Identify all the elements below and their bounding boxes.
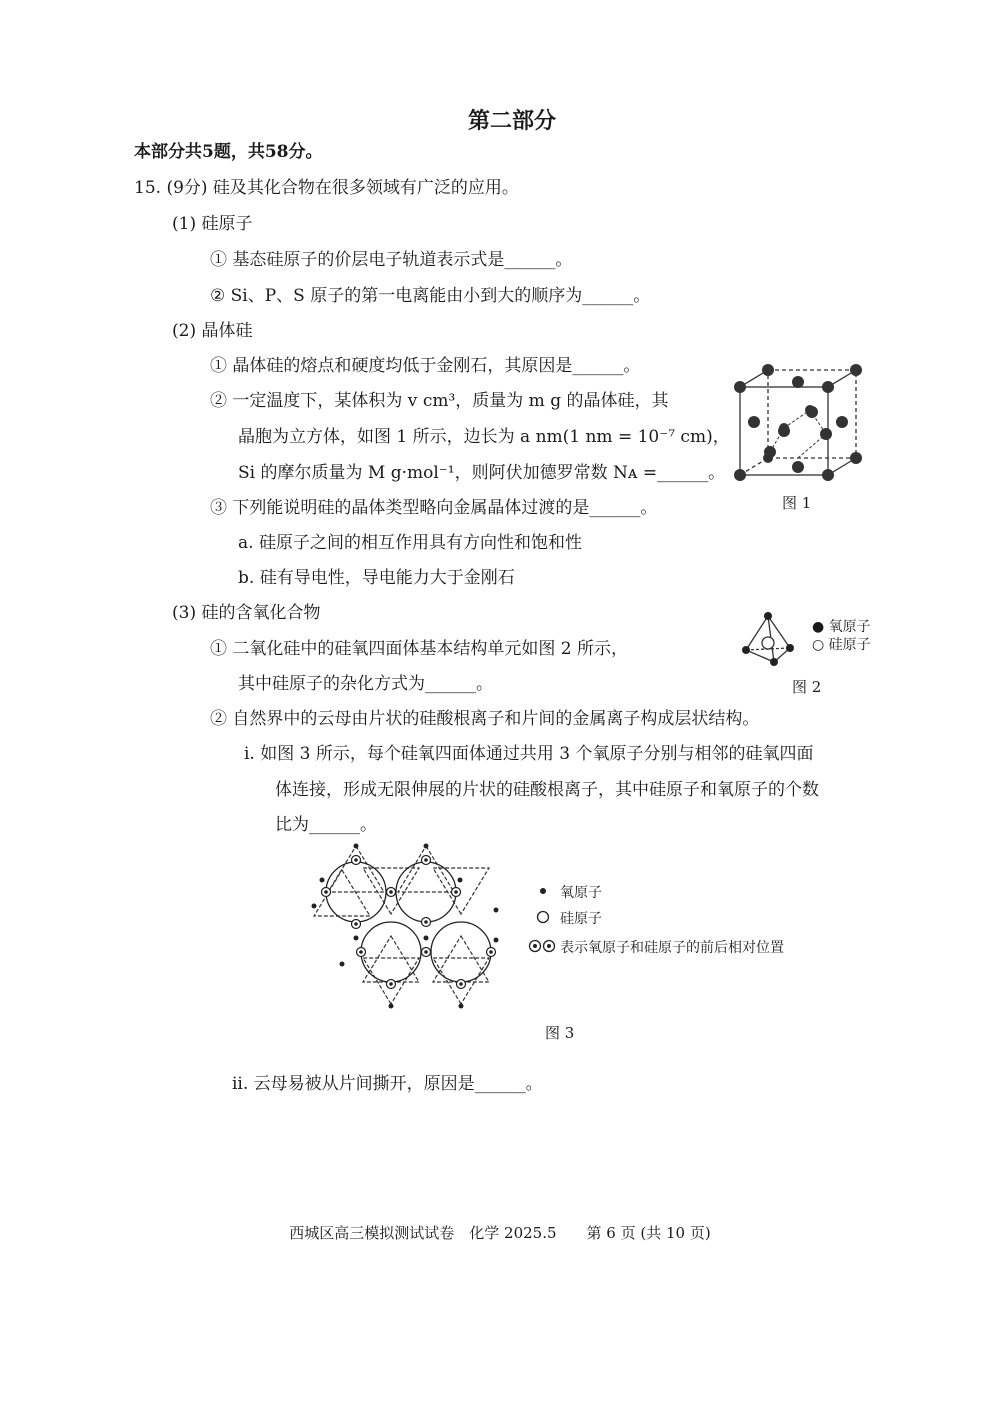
part-3-sub-i-line-2: 体连接，形成无限伸展的片状的硅酸根离子，其中硅原子和氧原子的个数 <box>275 780 819 800</box>
page-footer: 西城区高三模拟测试试卷 化学 2025.5 第 6 页 (共 10 页) <box>289 1224 711 1242</box>
figure-1-label: 图 1 <box>782 494 812 512</box>
figure-1-unit-cell <box>730 362 870 492</box>
part-3-heading: (3) 硅的含氧化合物 <box>172 603 321 623</box>
figure-3-legend-position-symbols <box>528 938 558 954</box>
part-1-heading: (1) 硅原子 <box>172 214 253 234</box>
figure-3-label: 图 3 <box>545 1024 575 1042</box>
figure-2-legend-oxygen: ● 氧原子 <box>812 619 871 635</box>
part-3-item-1-line-2: 其中硅原子的杂化方式为______。 <box>238 674 493 694</box>
part-3-item-2: ② 自然界中的云母由片状的硅酸根离子和片间的金属离子构成层状结构。 <box>210 709 760 729</box>
part-3-sub-i-line-1: i. 如图 3 所示，每个硅氧四面体通过共用 3 个氧原子分别与相邻的硅氧四面 <box>244 744 814 764</box>
figure-3-legend-silicon: 硅原子 <box>560 911 602 927</box>
part-3-sub-ii: ii. 云母易被从片间撕开，原因是______。 <box>232 1074 543 1094</box>
part-1-item-2: ② Si、P、S 原子的第一电离能由小到大的顺序为______。 <box>210 286 651 306</box>
figure-2-legend-silicon: ○ 硅原子 <box>812 637 871 653</box>
part-2-heading: (2) 晶体硅 <box>172 321 253 341</box>
part-1-item-1: ① 基态硅原子的价层电子轨道表示式是______。 <box>210 250 573 270</box>
figure-2-tetrahedron <box>740 610 800 670</box>
section-title: 第二部分 <box>467 108 556 134</box>
part-2-item-3: ③ 下列能说明硅的晶体类型略向金属晶体过渡的是______。 <box>210 498 658 518</box>
part-2-item-2-line-1: ② 一定温度下，某体积为 v cm³，质量为 m g 的晶体硅，其 <box>210 391 669 411</box>
part-2-item-2-line-3: Si 的摩尔质量为 M g·mol⁻¹，则阿伏加德罗常数 Nᴀ =______。 <box>238 463 726 483</box>
figure-3-legend-silicon-circle <box>535 909 551 925</box>
part-3-item-1-line-1: ① 二氧化硅中的硅氧四面体基本结构单元如图 2 所示， <box>210 639 629 659</box>
figure-3-legend-oxygen-dot <box>536 884 550 898</box>
section-intro: 本部分共5题，共58分。 <box>134 142 323 162</box>
part-3-sub-i-line-3: 比为______。 <box>275 815 377 835</box>
part-2-option-b: b. 硅有导电性，导电能力大于金刚石 <box>238 568 515 588</box>
figure-3-legend-oxygen: 氧原子 <box>560 885 602 901</box>
part-2-option-a: a. 硅原子之间的相互作用具有方向性和饱和性 <box>238 533 582 553</box>
figure-2-label: 图 2 <box>792 678 822 696</box>
part-2-item-2-line-2: 晶胞为立方体，如图 1 所示，边长为 a nm(1 nm = 10⁻⁷ cm)， <box>238 427 730 447</box>
question-15-stem: 15. (9分) 硅及其化合物在很多领域有广泛的应用。 <box>134 178 519 198</box>
figure-3-silicate-sheet <box>300 840 510 1012</box>
figure-3-legend-relative-position: 表示氧原子和硅原子的前后相对位置 <box>560 940 784 956</box>
part-2-item-1: ① 晶体硅的熔点和硬度均低于金刚石，其原因是______。 <box>210 356 641 376</box>
